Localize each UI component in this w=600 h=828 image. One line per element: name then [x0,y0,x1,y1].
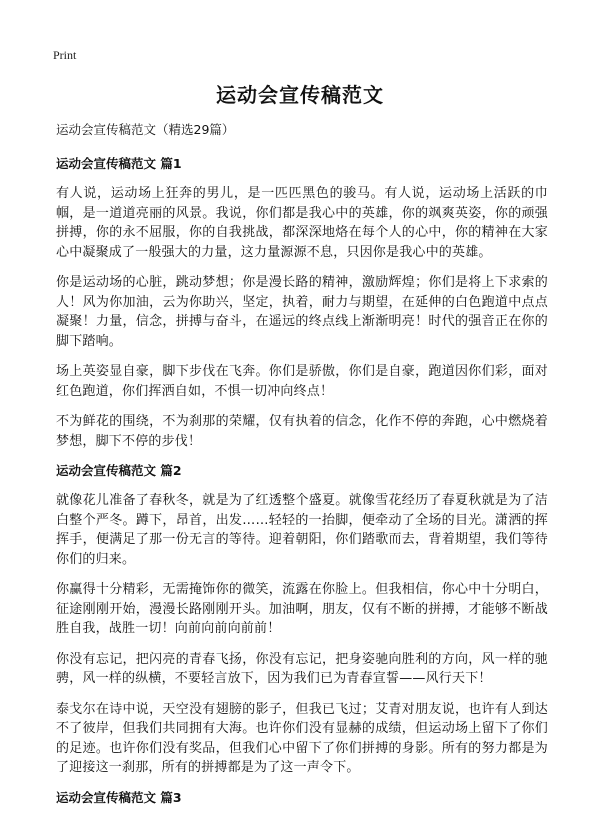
section-3 [56,789,548,807]
document-body [56,121,548,818]
paragraph: 泰戈尔在诗中说，天空没有翅膀的影子，但我已飞过；艾青对朋友说，也许有人到达不了彼岸，但我们共同拥有大海。也许你们没有显赫的成绩，但运动场上留下了你们的足迹。也许你们没有奖品，但我们心中留下了你们拼搏的身影。所有的努力都是为了迎接这一刹那，所有的拼搏都是为了这一声令下。 [56,701,548,775]
print-link[interactable]: Print [53,48,77,62]
paragraph: 有人说，运动场上狂奔的男儿，是一匹匹黑色的骏马。有人说，运动场上活跃的巾帼，是一道道亮丽的风景。我说，你们都是我心中的英雄，你的飒爽英姿，你的顽强拼搏，你的永不屈服，你的自我挑战，都深深地烙在每个人的心中，你的精神在大家心中凝聚成了一般强大的力量，这力量源源不息，只因你是我心中的英雄。 [56,186,548,260]
document-subtitle: 运动会宣传稿范文（精选29篇） [56,122,235,137]
paragraph: 你没有忘记，把闪亮的青春飞扬，你没有忘记，把身姿驰向胜利的方向，风一样的驰骋，风一样的纵横，不要轻言放下，因为我们已为青春宣誓——风行天下！ [56,651,548,686]
paragraph: 不为鲜花的围绕，不为刹那的荣耀，仅有执着的信念，化作不停的奔跑，心中燃烧着梦想，脚下不停的步伐！ [56,414,548,449]
paragraph: 场上英姿显自豪，脚下步伐在飞奔。你们是骄傲，你们是自豪，跑道因你们彩，面对红色跑道，你们挥洒自如，不惧一切冲向终点！ [56,364,548,399]
section-heading: 运动会宣传稿范文 篇1 [56,156,182,171]
paragraph: 你赢得十分精彩，无需掩饰你的微笑，流露在你脸上。但我相信，你心中十分明白，征途刚刚开始，漫漫长路刚刚开头。加油啊，朋友，仅有不断的拼搏，才能够不断战胜自我，战胜一切！向前向前向前前！ [56,582,548,636]
paragraph: 你是运动场的心脏，跳动梦想；你是漫长路的精神，激励辉煌；你们是将上下求索的人！风为你加油，云为你助兴，坚定，执着，耐力与期望，在延伸的白色跑道中点点凝聚！力量，信念，拼搏与奋斗，在遥远的终点线上渐渐明亮！时代的强音正在你的脚下踏响。 [56,275,548,349]
page-title: 运动会宣传稿范文 [216,83,384,107]
paragraph: 就像花儿准备了春秋冬，就是为了红透整个盛夏。就像雪花经历了春夏秋就是为了洁白整个严冬。蹲下，昂首，出发……轻轻的一抬脚，便牵动了全场的目光。潇洒的挥挥手，便满足了那一份无言的等待。迎着朝阳，你们踏歌而去，背着期望，我们等待你们的归来。 [56,493,548,567]
section-heading: 运动会宣传稿范文 篇2 [56,463,182,478]
section-1 [56,155,548,451]
section-2 [56,462,548,778]
section-heading: 运动会宣传稿范文 篇3 [56,789,182,805]
